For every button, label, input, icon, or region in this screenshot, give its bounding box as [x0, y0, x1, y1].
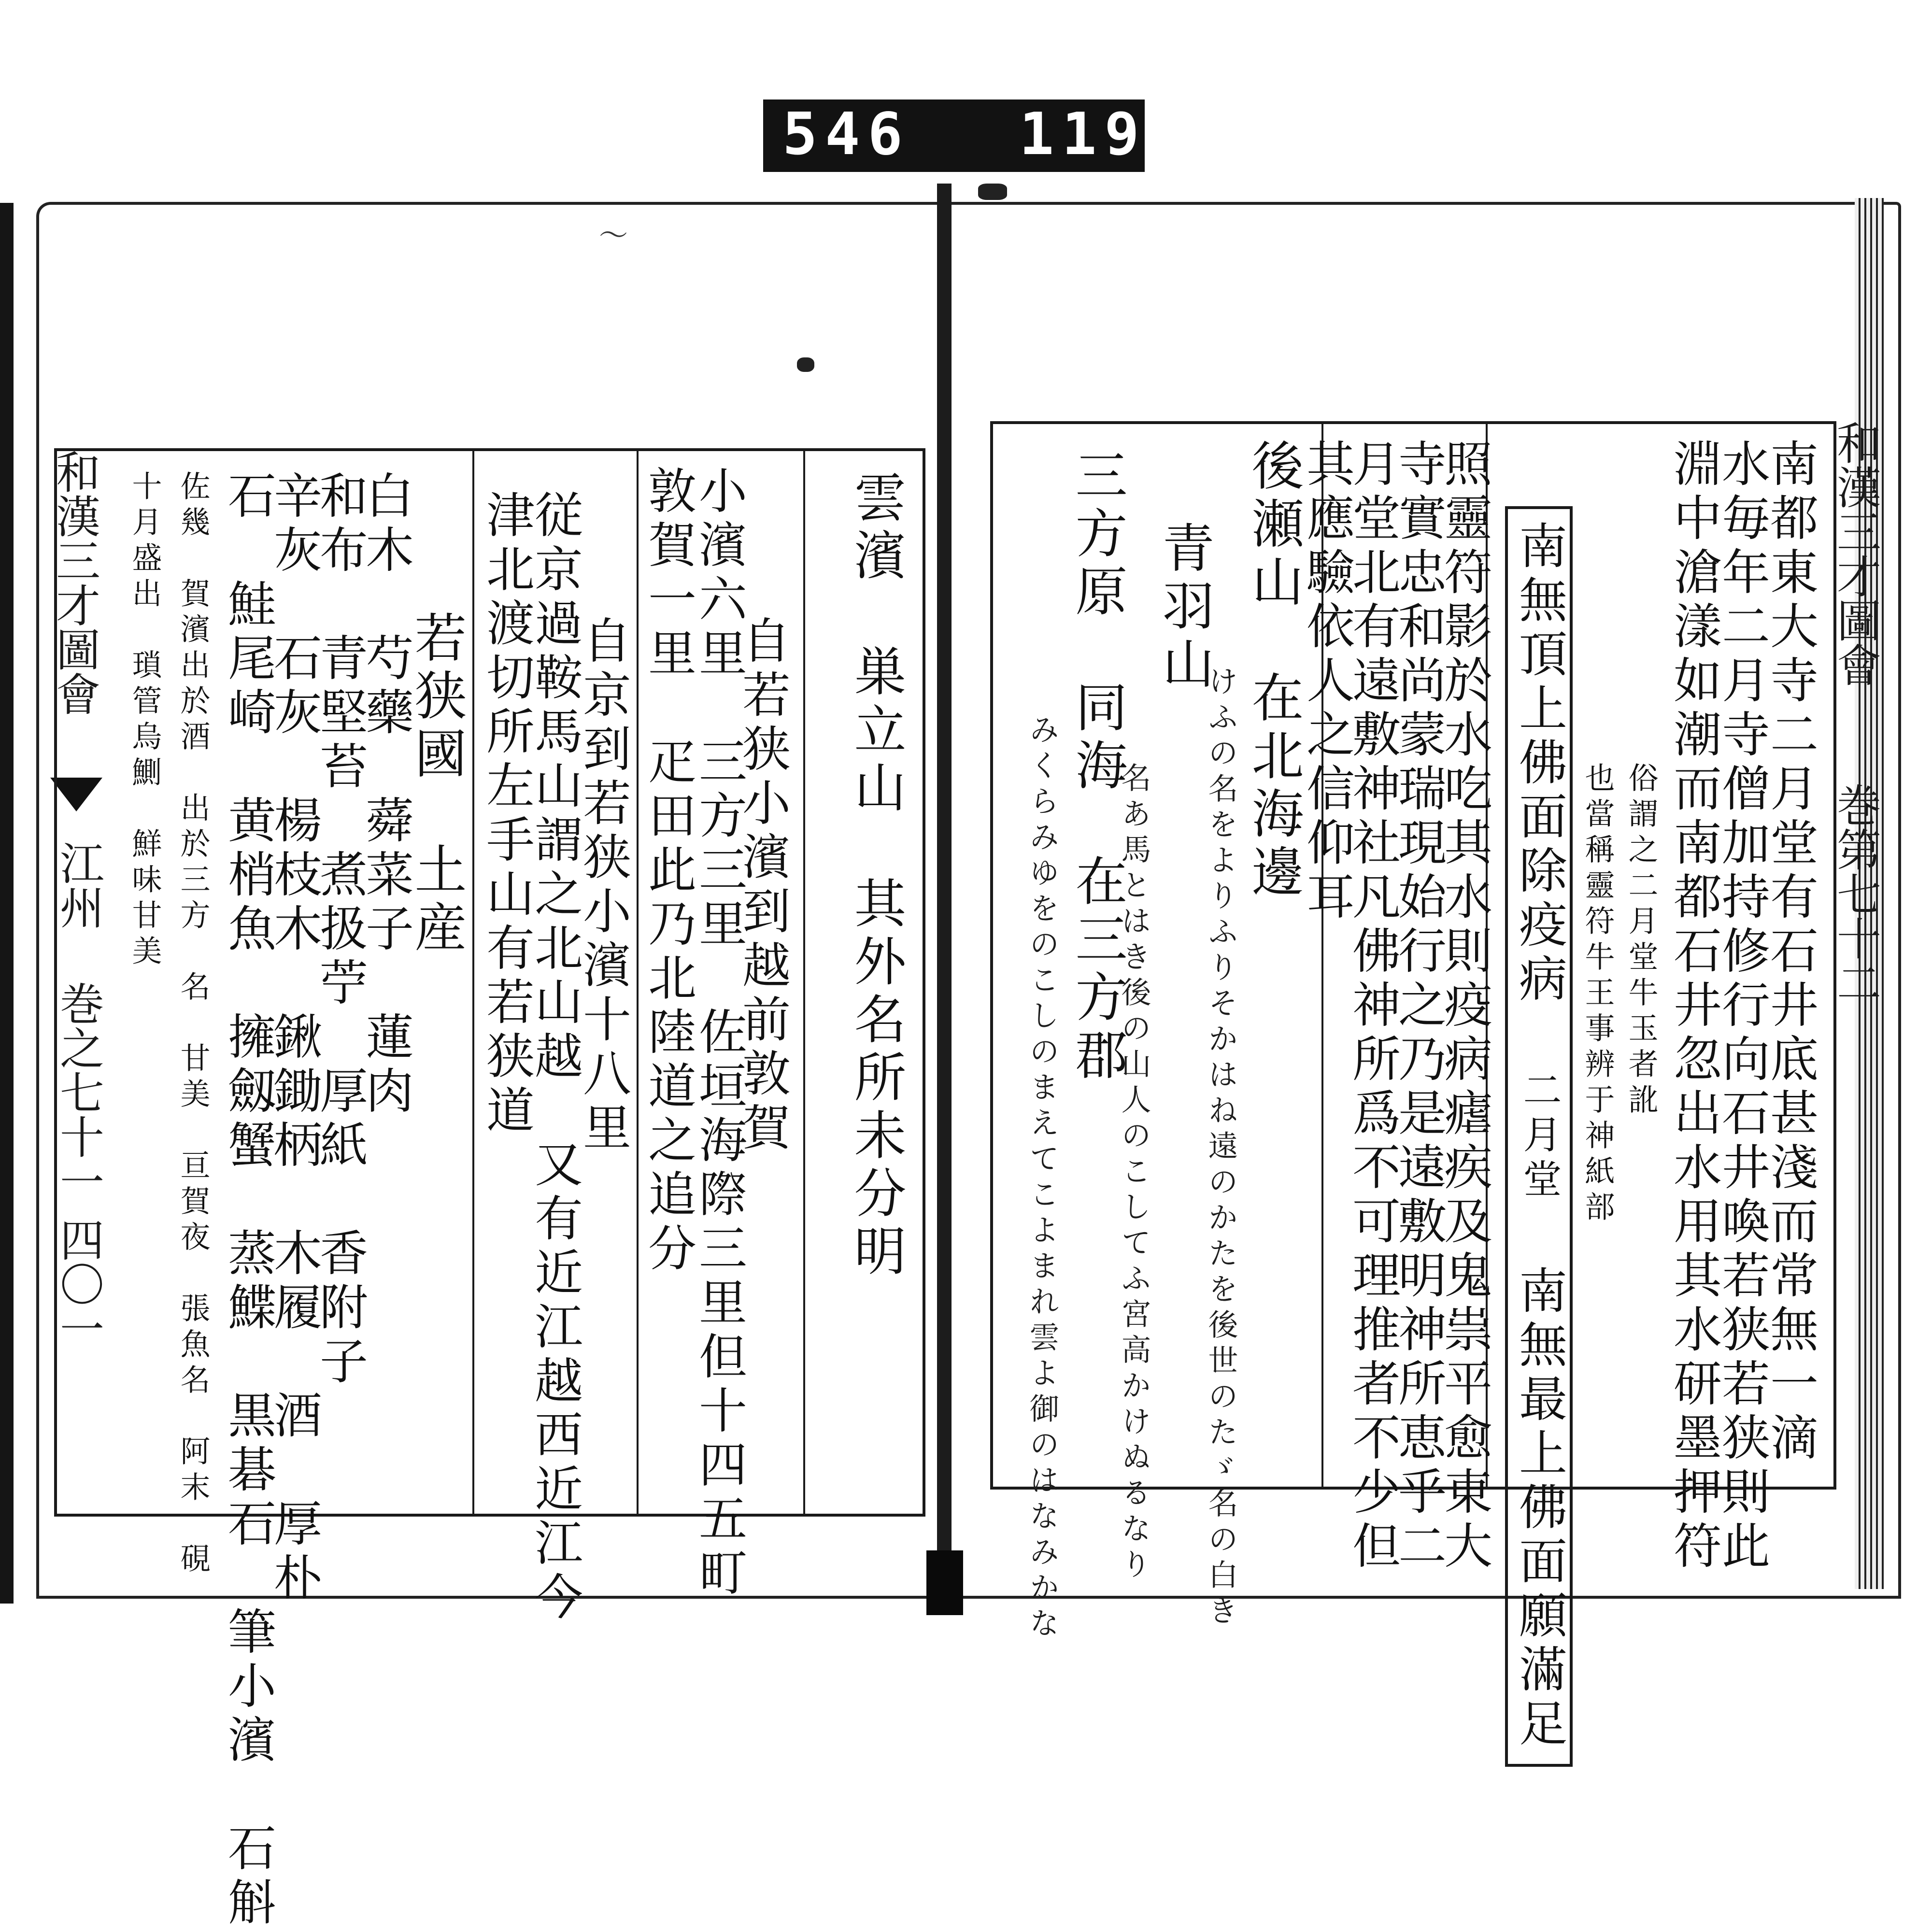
column-rule: [472, 451, 474, 1514]
inscription-box: [1505, 506, 1573, 1767]
text-column: 自若狭小濱到越前敦賀: [734, 615, 791, 1156]
text-column: 雲濱 巣立山 其外名所未分明: [845, 470, 906, 1282]
right-text-frame: [990, 421, 1836, 1752]
text-column: 十月盛出 瑣管烏鰂 鮮味甘美: [127, 470, 162, 971]
catalog-number-b: 119.: [1019, 101, 1190, 168]
inscription-title: 二月堂: [1517, 1070, 1562, 1203]
text-column: 白木 芍藥 蕣菜子 蓮肉: [357, 470, 414, 1120]
text-column: 敦賀一里 疋田此乃北陸道之追分: [640, 466, 696, 1277]
text-column: 辛灰 石灰 楊枝木 鍬鋤柄 木履 酒 厚朴: [266, 470, 322, 1606]
book-spine: [937, 184, 952, 1615]
catalog-label: [763, 99, 1190, 172]
poem-line: 名あ馬とはき後の山人のこしてふ宮高かけぬるなり: [1116, 762, 1151, 1584]
column-rule: [637, 451, 639, 1514]
left-side-volume: 江州 巻之七十一: [53, 840, 104, 1203]
ink-blot: [797, 357, 814, 372]
right-side-volume: 巻第七十二: [1830, 782, 1881, 1005]
book-left-edge: [0, 203, 14, 1604]
text-column: 佐幾 賀濱出於酒 出於三方 名 甘美 亘賀夜 張魚名 阿末 硯: [175, 470, 211, 1578]
text-column: 和布 青堅苔 煮扱苧 厚紙 香附子: [312, 470, 368, 1390]
inscription-line: 南無頂上佛面除疫病: [1511, 521, 1567, 1008]
right-side-title: 和漢三才圖會: [1830, 420, 1881, 687]
text-column: 津北渡切所左手山有若狭道: [478, 490, 535, 1139]
column-rule: [803, 451, 805, 1514]
text-column: 其應驗依人之信仰耳: [1298, 439, 1355, 925]
text-column: 水毎年二月寺僧加持修行向石井喚若狭若狭則此: [1714, 439, 1770, 1575]
poem-line: みくらみゆをのこしのまえてこよまれ雲よ御のはなみかな: [1024, 714, 1060, 1643]
catalog-number-a: 546: [782, 101, 910, 168]
note-line: 俗謂之二月堂牛玉者訛: [1623, 762, 1659, 1120]
text-column: 従京過鞍馬山謂之北山越 又有近江越西近江今: [526, 490, 583, 1626]
text-column: 自京到若狭小濱十八里: [575, 615, 631, 1156]
poem-line: けふの名をよりふりそかはね遠のかたを後世のたゞ名の白き: [1203, 666, 1238, 1631]
text-column: 石 鮭尾崎 黄梢魚 擁劔蟹 蒸鰈 黒碁石 筆小濱 石斛: [220, 470, 276, 1931]
text-column: 月堂北有遠敷神社凡佛神所爲不可理推者不少但: [1344, 439, 1401, 1575]
margin-scribble-mark: 〜: [599, 219, 628, 253]
place-entry: 後瀬山 在北海邊: [1243, 439, 1303, 902]
inscription-line: 南無最上佛面願滿足: [1511, 1265, 1567, 1752]
place-entry: 青羽山: [1153, 521, 1214, 695]
spine-shadow: [926, 1550, 963, 1615]
binding-mark: [978, 184, 1007, 200]
note-line: 也當稱靈符牛王事辨于神紙部: [1580, 762, 1615, 1227]
text-column: 寺實忠和尚蒙瑞現始行之乃是遠敷明神所恵乎二: [1390, 439, 1447, 1575]
text-column: 照靈符影於水吃其水則疫病瘧疾及鬼祟平愈東大: [1436, 439, 1492, 1575]
left-text-frame: [54, 448, 925, 1931]
text-column: 小濱六里 三方三里 佐垣海際三里但十四五町: [691, 466, 747, 1602]
place-entry: 三方原 同海 在三方郡: [1066, 448, 1127, 1086]
left-side-page: 四〇一: [53, 1217, 104, 1350]
left-side-title: 和漢三才圖會: [49, 449, 100, 716]
text-column: 淵中滄漾如潮而南都石井忽出水用其水研墨押符: [1665, 439, 1722, 1575]
section-heading: 若狭國 土産: [406, 611, 466, 958]
text-column: 南都東大寺二月堂有石井底甚淺而常無一滴: [1762, 439, 1818, 1466]
